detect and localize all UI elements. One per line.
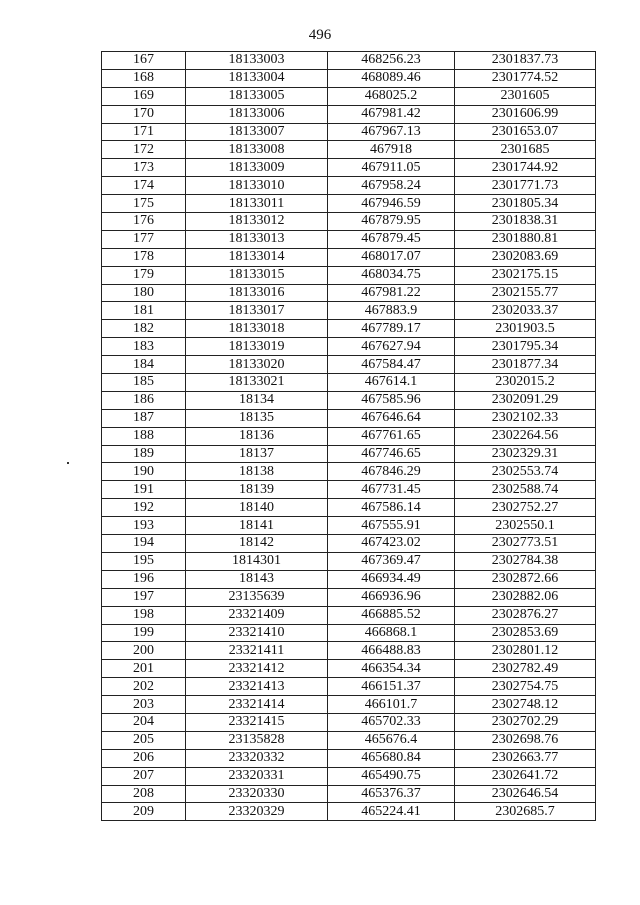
id-cell: 18135 — [186, 409, 328, 427]
id-cell: 18136 — [186, 427, 328, 445]
y-coordinate-cell: 2301606.99 — [455, 105, 596, 123]
x-coordinate-cell: 466868.1 — [328, 624, 455, 642]
x-coordinate-cell: 467585.96 — [328, 391, 455, 409]
x-coordinate-cell: 465490.75 — [328, 767, 455, 785]
x-coordinate-cell: 467746.65 — [328, 445, 455, 463]
row-number-cell: 180 — [102, 284, 186, 302]
table-row — [102, 552, 596, 570]
y-coordinate-cell: 2302646.54 — [455, 785, 596, 803]
coordinates-table-body — [102, 52, 596, 821]
x-coordinate-cell: 467586.14 — [328, 499, 455, 517]
row-number-cell: 171 — [102, 123, 186, 141]
x-coordinate-cell: 468017.07 — [328, 248, 455, 266]
table-row — [102, 391, 596, 409]
id-cell: 18133012 — [186, 213, 328, 231]
y-coordinate-cell: 2302588.74 — [455, 481, 596, 499]
x-coordinate-cell: 467958.24 — [328, 177, 455, 195]
y-coordinate-cell: 2302083.69 — [455, 248, 596, 266]
id-cell: 1814301 — [186, 552, 328, 570]
y-coordinate-cell: 2302553.74 — [455, 463, 596, 481]
y-coordinate-cell: 2302748.12 — [455, 696, 596, 714]
row-number-cell: 208 — [102, 785, 186, 803]
y-coordinate-cell: 2302882.06 — [455, 588, 596, 606]
table-row — [102, 123, 596, 141]
x-coordinate-cell: 466936.96 — [328, 588, 455, 606]
x-coordinate-cell: 467883.9 — [328, 302, 455, 320]
row-number-cell: 189 — [102, 445, 186, 463]
y-coordinate-cell: 2302550.1 — [455, 517, 596, 535]
table-row — [102, 409, 596, 427]
y-coordinate-cell: 2302853.69 — [455, 624, 596, 642]
x-coordinate-cell: 467614.1 — [328, 374, 455, 392]
y-coordinate-cell: 2301805.34 — [455, 195, 596, 213]
y-coordinate-cell: 2301880.81 — [455, 230, 596, 248]
table-row — [102, 177, 596, 195]
x-coordinate-cell: 467761.65 — [328, 427, 455, 445]
id-cell: 18133020 — [186, 356, 328, 374]
id-cell: 18137 — [186, 445, 328, 463]
x-coordinate-cell: 465676.4 — [328, 731, 455, 749]
row-number-cell: 203 — [102, 696, 186, 714]
y-coordinate-cell: 2301685 — [455, 141, 596, 159]
coordinates-table — [101, 51, 596, 821]
id-cell: 18133004 — [186, 69, 328, 87]
x-coordinate-cell: 468089.46 — [328, 69, 455, 87]
y-coordinate-cell: 2302264.56 — [455, 427, 596, 445]
row-number-cell: 181 — [102, 302, 186, 320]
row-number-cell: 182 — [102, 320, 186, 338]
table-row — [102, 213, 596, 231]
table-row — [102, 284, 596, 302]
y-coordinate-cell: 2302782.49 — [455, 660, 596, 678]
table-row — [102, 785, 596, 803]
y-coordinate-cell: 2301838.31 — [455, 213, 596, 231]
table-row — [102, 481, 596, 499]
table-row — [102, 159, 596, 177]
table-row — [102, 499, 596, 517]
y-coordinate-cell: 2302754.75 — [455, 678, 596, 696]
table-row — [102, 713, 596, 731]
table-row — [102, 87, 596, 105]
x-coordinate-cell: 466885.52 — [328, 606, 455, 624]
id-cell: 18133013 — [186, 230, 328, 248]
row-number-cell: 204 — [102, 713, 186, 731]
x-coordinate-cell: 467646.64 — [328, 409, 455, 427]
id-cell: 18133017 — [186, 302, 328, 320]
y-coordinate-cell: 2301771.73 — [455, 177, 596, 195]
table-row — [102, 230, 596, 248]
row-number-cell: 179 — [102, 266, 186, 284]
table-row — [102, 302, 596, 320]
table-row — [102, 588, 596, 606]
x-coordinate-cell: 467584.47 — [328, 356, 455, 374]
row-number-cell: 190 — [102, 463, 186, 481]
table-row — [102, 320, 596, 338]
id-cell: 23321413 — [186, 678, 328, 696]
x-coordinate-cell: 467981.42 — [328, 105, 455, 123]
y-coordinate-cell: 2302698.76 — [455, 731, 596, 749]
id-cell: 23320331 — [186, 767, 328, 785]
y-coordinate-cell: 2301903.5 — [455, 320, 596, 338]
x-coordinate-cell: 467879.95 — [328, 213, 455, 231]
x-coordinate-cell: 465376.37 — [328, 785, 455, 803]
id-cell: 23321410 — [186, 624, 328, 642]
id-cell: 18141 — [186, 517, 328, 535]
y-coordinate-cell: 2302685.7 — [455, 803, 596, 821]
x-coordinate-cell: 467555.91 — [328, 517, 455, 535]
x-coordinate-cell: 466354.34 — [328, 660, 455, 678]
x-coordinate-cell: 468256.23 — [328, 52, 455, 70]
id-cell: 18133016 — [186, 284, 328, 302]
id-cell: 18133011 — [186, 195, 328, 213]
y-coordinate-cell: 2302175.15 — [455, 266, 596, 284]
y-coordinate-cell: 2302641.72 — [455, 767, 596, 785]
table-row — [102, 642, 596, 660]
row-number-cell: 172 — [102, 141, 186, 159]
x-coordinate-cell: 467846.29 — [328, 463, 455, 481]
id-cell: 23321412 — [186, 660, 328, 678]
table-row — [102, 266, 596, 284]
row-number-cell: 169 — [102, 87, 186, 105]
row-number-cell: 200 — [102, 642, 186, 660]
y-coordinate-cell: 2302784.38 — [455, 552, 596, 570]
id-cell: 23135639 — [186, 588, 328, 606]
id-cell: 23321415 — [186, 713, 328, 731]
table-row — [102, 731, 596, 749]
row-number-cell: 170 — [102, 105, 186, 123]
table-row — [102, 248, 596, 266]
y-coordinate-cell: 2302015.2 — [455, 374, 596, 392]
row-number-cell: 191 — [102, 481, 186, 499]
row-number-cell: 195 — [102, 552, 186, 570]
row-number-cell: 199 — [102, 624, 186, 642]
id-cell: 18140 — [186, 499, 328, 517]
x-coordinate-cell: 467918 — [328, 141, 455, 159]
x-coordinate-cell: 467879.45 — [328, 230, 455, 248]
id-cell: 18142 — [186, 535, 328, 553]
table-row — [102, 445, 596, 463]
table-row — [102, 374, 596, 392]
id-cell: 23320330 — [186, 785, 328, 803]
table-row — [102, 749, 596, 767]
table-row — [102, 356, 596, 374]
y-coordinate-cell: 2301605 — [455, 87, 596, 105]
y-coordinate-cell: 2301653.07 — [455, 123, 596, 141]
y-coordinate-cell: 2301795.34 — [455, 338, 596, 356]
id-cell: 18133008 — [186, 141, 328, 159]
table-row — [102, 105, 596, 123]
row-number-cell: 207 — [102, 767, 186, 785]
y-coordinate-cell: 2302033.37 — [455, 302, 596, 320]
table-row — [102, 463, 596, 481]
y-coordinate-cell: 2302329.31 — [455, 445, 596, 463]
y-coordinate-cell: 2302663.77 — [455, 749, 596, 767]
row-number-cell: 205 — [102, 731, 186, 749]
id-cell: 18133019 — [186, 338, 328, 356]
row-number-cell: 175 — [102, 195, 186, 213]
x-coordinate-cell: 467369.47 — [328, 552, 455, 570]
table-row — [102, 624, 596, 642]
row-number-cell: 206 — [102, 749, 186, 767]
id-cell: 18133006 — [186, 105, 328, 123]
row-number-cell: 167 — [102, 52, 186, 70]
y-coordinate-cell: 2302091.29 — [455, 391, 596, 409]
page-number: 496 — [308, 27, 332, 43]
id-cell: 23321414 — [186, 696, 328, 714]
x-coordinate-cell: 466151.37 — [328, 678, 455, 696]
row-number-cell: 184 — [102, 356, 186, 374]
y-coordinate-cell: 2302801.12 — [455, 642, 596, 660]
row-number-cell: 188 — [102, 427, 186, 445]
id-cell: 18133007 — [186, 123, 328, 141]
table-row — [102, 535, 596, 553]
y-coordinate-cell: 2301744.92 — [455, 159, 596, 177]
id-cell: 18133015 — [186, 266, 328, 284]
x-coordinate-cell: 465680.84 — [328, 749, 455, 767]
row-number-cell: 174 — [102, 177, 186, 195]
x-coordinate-cell: 466934.49 — [328, 570, 455, 588]
id-cell: 18134 — [186, 391, 328, 409]
y-coordinate-cell: 2302702.29 — [455, 713, 596, 731]
id-cell: 18139 — [186, 481, 328, 499]
row-number-cell: 194 — [102, 535, 186, 553]
table-row — [102, 517, 596, 535]
x-coordinate-cell: 468025.2 — [328, 87, 455, 105]
row-number-cell: 177 — [102, 230, 186, 248]
table-row — [102, 696, 596, 714]
table-row — [102, 141, 596, 159]
y-coordinate-cell: 2302876.27 — [455, 606, 596, 624]
row-number-cell: 187 — [102, 409, 186, 427]
id-cell: 23135828 — [186, 731, 328, 749]
table-row — [102, 606, 596, 624]
row-number-cell: 176 — [102, 213, 186, 231]
x-coordinate-cell: 465702.33 — [328, 713, 455, 731]
id-cell: 18143 — [186, 570, 328, 588]
y-coordinate-cell: 2302872.66 — [455, 570, 596, 588]
x-coordinate-cell: 466101.7 — [328, 696, 455, 714]
table-row — [102, 678, 596, 696]
table-row — [102, 767, 596, 785]
table-row — [102, 195, 596, 213]
x-coordinate-cell: 467911.05 — [328, 159, 455, 177]
row-number-cell: 185 — [102, 374, 186, 392]
id-cell: 23320332 — [186, 749, 328, 767]
table-row — [102, 570, 596, 588]
row-number-cell: 192 — [102, 499, 186, 517]
y-coordinate-cell: 2301774.52 — [455, 69, 596, 87]
row-number-cell: 196 — [102, 570, 186, 588]
id-cell: 18133005 — [186, 87, 328, 105]
y-coordinate-cell: 2302102.33 — [455, 409, 596, 427]
id-cell: 18133010 — [186, 177, 328, 195]
row-number-cell: 183 — [102, 338, 186, 356]
id-cell: 18133014 — [186, 248, 328, 266]
row-number-cell: 193 — [102, 517, 186, 535]
table-row — [102, 803, 596, 821]
id-cell: 18133003 — [186, 52, 328, 70]
x-coordinate-cell: 467423.02 — [328, 535, 455, 553]
x-coordinate-cell: 467967.13 — [328, 123, 455, 141]
x-coordinate-cell: 465224.41 — [328, 803, 455, 821]
id-cell: 18138 — [186, 463, 328, 481]
y-coordinate-cell: 2301837.73 — [455, 52, 596, 70]
id-cell: 23321409 — [186, 606, 328, 624]
row-number-cell: 168 — [102, 69, 186, 87]
x-coordinate-cell: 467981.22 — [328, 284, 455, 302]
row-number-cell: 202 — [102, 678, 186, 696]
y-coordinate-cell: 2301877.34 — [455, 356, 596, 374]
y-coordinate-cell: 2302155.77 — [455, 284, 596, 302]
y-coordinate-cell: 2302752.27 — [455, 499, 596, 517]
row-number-cell: 186 — [102, 391, 186, 409]
x-coordinate-cell: 467789.17 — [328, 320, 455, 338]
row-number-cell: 198 — [102, 606, 186, 624]
table-row — [102, 427, 596, 445]
table-row — [102, 338, 596, 356]
id-cell: 23321411 — [186, 642, 328, 660]
x-coordinate-cell: 468034.75 — [328, 266, 455, 284]
row-number-cell: 173 — [102, 159, 186, 177]
x-coordinate-cell: 467946.59 — [328, 195, 455, 213]
x-coordinate-cell: 467731.45 — [328, 481, 455, 499]
row-number-cell: 209 — [102, 803, 186, 821]
x-coordinate-cell: 466488.83 — [328, 642, 455, 660]
table-row — [102, 69, 596, 87]
row-number-cell: 201 — [102, 660, 186, 678]
id-cell: 18133009 — [186, 159, 328, 177]
id-cell: 18133021 — [186, 374, 328, 392]
table-row — [102, 52, 596, 70]
id-cell: 23320329 — [186, 803, 328, 821]
id-cell: 18133018 — [186, 320, 328, 338]
stray-mark — [67, 462, 69, 464]
row-number-cell: 197 — [102, 588, 186, 606]
row-number-cell: 178 — [102, 248, 186, 266]
table-row — [102, 660, 596, 678]
y-coordinate-cell: 2302773.51 — [455, 535, 596, 553]
x-coordinate-cell: 467627.94 — [328, 338, 455, 356]
